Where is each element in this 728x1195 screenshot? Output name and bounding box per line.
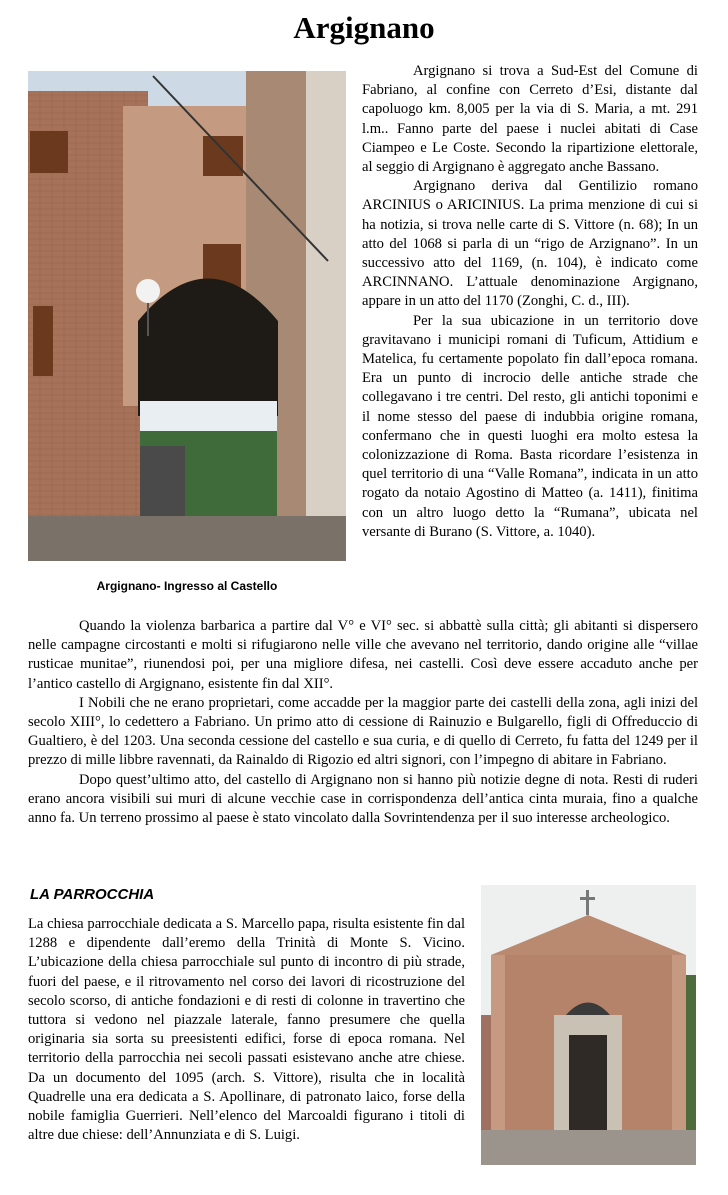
castle-entrance-photo — [28, 71, 346, 561]
history-paragraph: Quando la violenza barbarica a partire dal V° e VI° sec. si abbattè sulla città; gli abitanti si dispersero nelle campagne circostanti e molti si rifugiarono nelle ville che avevano nel territorio, dando origine alle “villae rusticae munitae”, riunendosi poi, per una migliore difesa, nei castelli. Così deve essere accaduto anche per l’antico castello di Argignano, esistente fin dal XII°. — [28, 618, 698, 692]
intro-paragraph: Per la sua ubicazione in un territorio dove gravitavano i municipi romani di Tuficum, Attidium e Matelica, fu certamente popolato fin dall’epoca romana. Era un punto di incrocio delle antiche strade che collegavano i tre centri. Del resto, gli antichi toponimi e il nome stesso del paese di indubbia origine romana, confermano che in questi luoghi era molto estesa la colonizzazione di Roma. Basta ricordare l’esistenza in quel territorio di una “Valle Romana”, indicata in un atto rogato da notaio Agostino di Matteo (a. 1411), finitima con un altro luogo detto la “Rumana”, ubicata nel versante di Burano (S. Vittore, a. 1040). — [362, 312, 698, 540]
intro-paragraph: Argignano si trova a Sud-Est del Comune di Fabriano, al confine con Cerreto d’Esi, distante dal capoluogo km. 8,005 per la via di S. Maria, a mt. 291 l.m.. Fanno parte del paese i nuclei abitati di Case Ciampeo e Le Coste. Secondo la ripartizione elettorale, al seggio di Argignano è aggregato anche Bassano. — [362, 63, 698, 176]
parish-church-photo — [481, 885, 696, 1165]
history-text — [28, 617, 698, 828]
intro-paragraph: Argignano deriva dal Gentilizio romano ARCINIUS o ARICINIUS. La prima menzione di cui si ha notizia, si trova nelle carte di S. Vittore (n. 68); In un atto del 1068 si parla di un “rigo de Arzignano”. In un successivo atto del 1169, (n. 104), è indicato come ARCINNANO. L’attuale denominazione Argignano, appare in un atto del 1170 (Zonghi, C. d., III). — [362, 178, 698, 310]
castle-photo-caption: Argignano- Ingresso al Castello — [96, 579, 278, 593]
intro-column — [362, 62, 698, 542]
parish-text — [28, 915, 465, 1145]
section-title-parrocchia: LA PARROCCHIA — [30, 886, 155, 903]
page-title: Argignano — [293, 10, 435, 45]
history-paragraph: Dopo quest’ultimo atto, del castello di Argignano non si hanno più notizie degne di nota. Resti di ruderi erano ancora visibili sui muri di alcune vecchie case in corrispondenza dell’antica cinta muraia, fino a qualche anno fa. Un terreno prossimo al paese è stato vincolato dalla Sovrintendenza per il suo interesse archeologico. — [28, 771, 698, 827]
parish-paragraph: La chiesa parrocchiale dedicata a S. Marcello papa, risulta esistente fin dal 1288 e dipendente dall’eremo della Trinità di Monte S. Vicino. L’ubicazione della chiesa parrocchiale sul punto di incontro di più strade, fuori del paese, e il ritrovamento nel corso dei lavori di ricostruzione del secolo scorso, di antiche fondazioni e di resti di colonne in travertino che tuttora si vedono nel piazzale laterale, fanno presumere che quella originaria sia sorta su preesistenti edifici, forse di epoca romana. Nel territorio della parrocchia nei secoli passati esistevano anche atre chiese. Da un documento del 1095 (arch. S. Vittore), risulta che in località Quadrelle una era dedicata a S. Apollinare, di patronato laico, forse della nobile famiglia Guerrieri. Nell’elenco del Marcoaldi figurano i titoli di altre due chiese: dell’Annunziata e di S. Luigi. — [28, 916, 465, 1144]
history-paragraph: I Nobili che ne erano proprietari, come accadde per la maggior parte dei castelli della zona, agli inizi del secolo XIII°, lo cedettero a Fabriano. Un primo atto di cessione di Rainuzio e Bulgarello, figli di Offreduccio di Gualtiero, è del 1203. Una seconda cessione del castello e sua curia, e di quello di Cerreto, fu fatta del 1249 per il prezzo di mille libbre ravennati, da Rainaldo di Rigozio ed altri signori, con l’impegno di abitare in Fabriano. — [28, 694, 698, 769]
